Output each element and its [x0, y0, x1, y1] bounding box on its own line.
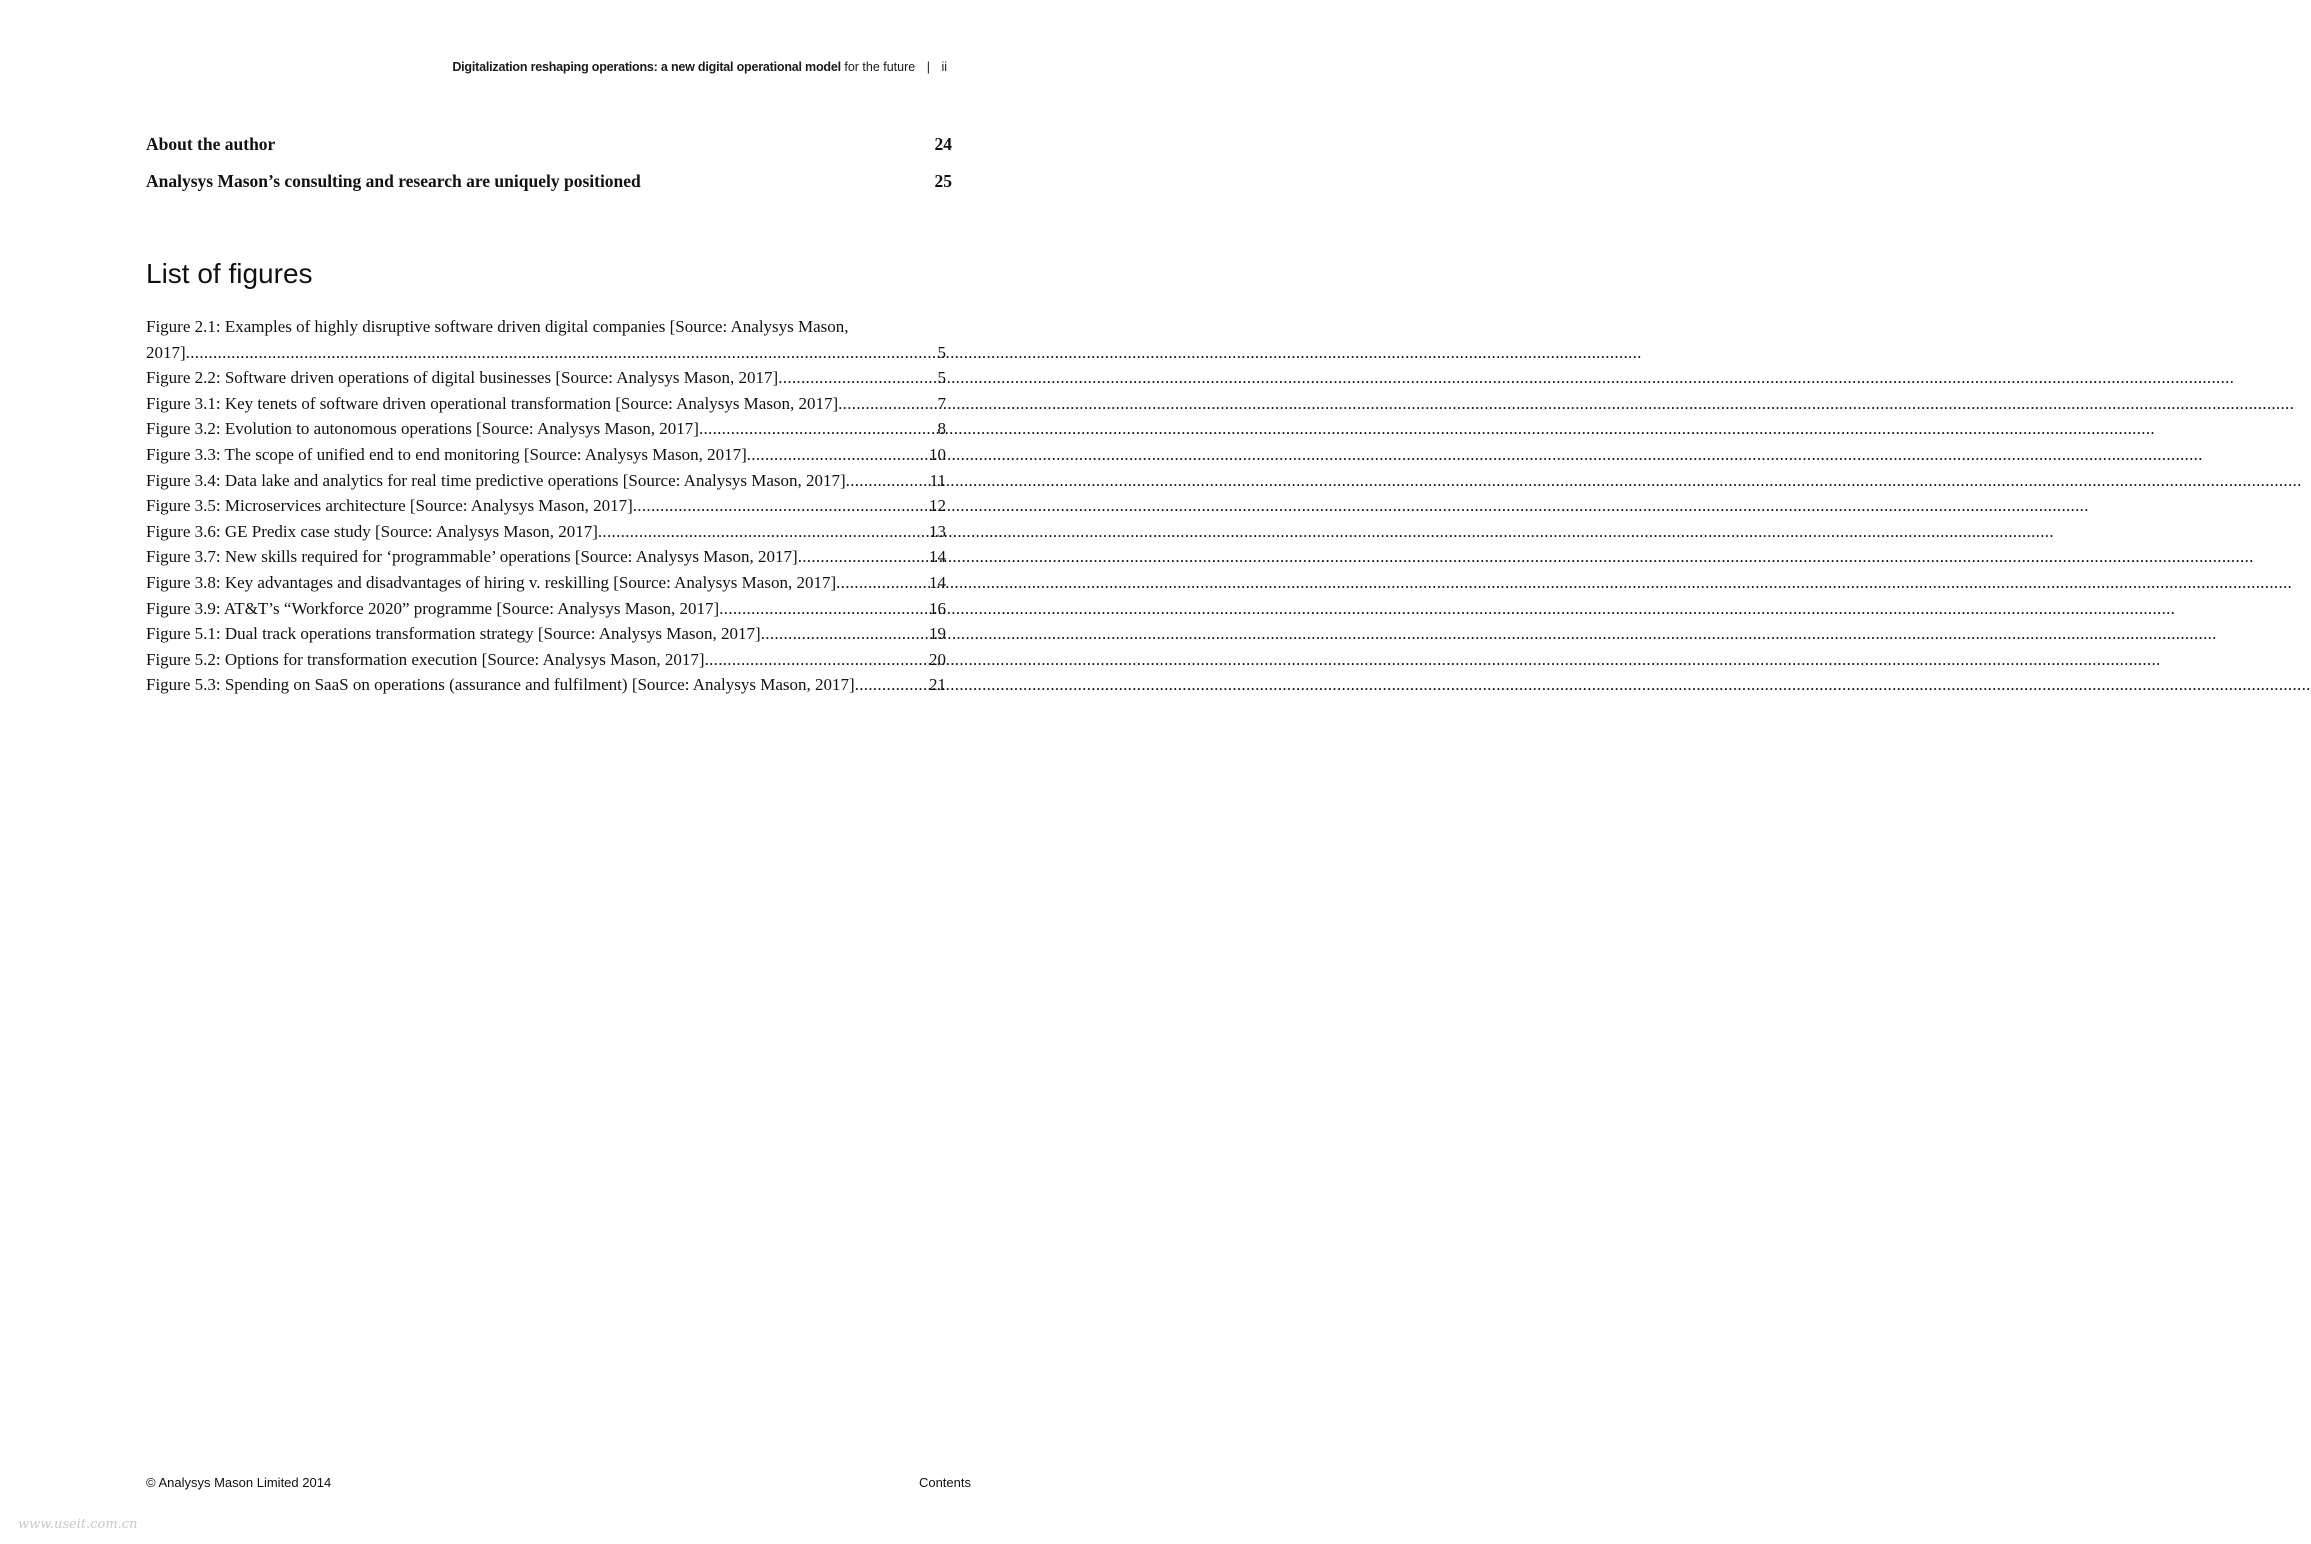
figure-entry-page: 7: [937, 393, 946, 413]
dot-leader: [846, 468, 928, 494]
figure-entry-title: Figure 3.3: The scope of unified end to end monitoring [Source: Analysys Mason, 2017]: [146, 444, 747, 464]
figure-entry[interactable]: [146, 621, 946, 647]
figure-entry-page: 8: [937, 419, 946, 439]
dot-leader: [798, 544, 927, 570]
figure-entry-title: Figure 3.4: Data lake and analytics for real time predictive operations [Source: Analysys Mason, 2017]: [146, 470, 846, 490]
dot-leader: [719, 596, 927, 622]
figure-entry-page: 13: [929, 521, 946, 541]
toc-entry-consulting-research[interactable]: [146, 169, 952, 194]
figures-list: [146, 314, 946, 698]
figure-entry-title-line1: Figure 2.1: Examples of highly disruptive software driven digital companies [Source: Analysys Mason,: [146, 317, 849, 336]
figure-entry-page: 20: [929, 649, 946, 669]
dot-leader: [838, 391, 935, 417]
header-title-bold: Digitalization reshaping operations: a new digital operational model: [452, 60, 841, 74]
figure-entry[interactable]: [146, 544, 946, 570]
footer-copyright: © Analysys Mason Limited 2014: [146, 1475, 332, 1490]
toc-entry-label: About the author: [146, 134, 276, 154]
header-page-number: ii: [941, 60, 947, 74]
figure-entry-title: Figure 2.2: Software driven operations of digital businesses [Source: Analysys Mason, 2017]: [146, 368, 779, 388]
footer-section: Contents: [918, 1475, 971, 1490]
figure-entry-title: Figure 3.9: AT&T’s “Workforce 2020” programme [Source: Analysys Mason, 2017]: [146, 598, 720, 618]
figure-entry-title: Figure 5.2: Options for transformation execution [Source: Analysys Mason, 2017]: [146, 649, 705, 669]
figure-entry-page: 14: [929, 547, 946, 567]
figure-entry-title: Figure 3.5: Microservices architecture [Source: Analysys Mason, 2017]: [146, 496, 633, 516]
figure-entry[interactable]: [146, 416, 946, 442]
dot-leader: [836, 570, 927, 596]
figure-entry-title-line2: 2017]: [146, 342, 186, 362]
table-of-contents: [146, 132, 952, 206]
toc-entry-about-author[interactable]: [146, 132, 952, 157]
figure-entry-title: Figure 3.2: Evolution to autonomous operations [Source: Analysys Mason, 2017]: [146, 419, 699, 439]
figure-entry-title: Figure 5.3: Spending on SaaS on operations (assurance and fulfilment) [Source: Analysys Mason, 2017]: [146, 675, 855, 695]
toc-entry-label: Analysys Mason’s consulting and research are uniquely positioned: [146, 171, 641, 191]
figure-entry-page: 5: [937, 342, 946, 362]
dot-leader: [699, 416, 936, 442]
figure-entry-page: 5: [937, 368, 946, 388]
dot-leader: [186, 340, 936, 366]
dot-leader: [633, 493, 927, 519]
figure-entry[interactable]: [146, 314, 946, 365]
figure-entry[interactable]: [146, 672, 946, 698]
running-footer: [146, 1475, 971, 1490]
figure-entry-title: Figure 3.7: New skills required for ‘programmable’ operations [Source: Analysys Mason, 2017]: [146, 547, 798, 567]
figure-entry-page: 12: [929, 496, 946, 516]
figure-entry[interactable]: [146, 596, 946, 622]
figure-entry[interactable]: [146, 442, 946, 468]
figure-entry-title: Figure 3.1: Key tenets of software driven operational transformation [Source: Analysys Mason, 2017]: [146, 393, 839, 413]
watermark: www.useit.com.cn: [18, 1517, 138, 1532]
list-of-figures-heading: List of figures: [146, 258, 313, 289]
figure-entry-page: 19: [929, 624, 946, 644]
figure-entry[interactable]: [146, 570, 946, 596]
dot-leader: [705, 647, 927, 673]
figure-entry-title: Figure 3.8: Key advantages and disadvantages of hiring v. reskilling [Source: Analysys Mason, 2017]: [146, 572, 837, 592]
toc-entry-page: 25: [934, 171, 952, 191]
figure-entry-page: 16: [929, 598, 946, 618]
figure-entry[interactable]: [146, 493, 946, 519]
figure-entry-page: 10: [929, 444, 946, 464]
figure-entry-page: 21: [929, 675, 946, 695]
dot-leader: [747, 442, 927, 468]
header-separator: |: [926, 60, 930, 74]
toc-entry-page: 24: [934, 134, 952, 154]
dot-leader: [761, 621, 927, 647]
figure-entry-title: Figure 3.6: GE Predix case study [Source: Analysys Mason, 2017]: [146, 521, 598, 541]
figure-entry-page: 11: [929, 470, 946, 490]
figure-entry[interactable]: [146, 647, 946, 673]
dot-leader: [855, 672, 927, 698]
figure-entry[interactable]: [146, 468, 946, 494]
dot-leader: [598, 519, 927, 545]
figure-entry[interactable]: [146, 519, 946, 545]
figure-entry-title: Figure 5.1: Dual track operations transformation strategy [Source: Analysys Mason, 2017]: [146, 624, 761, 644]
dot-leader: [778, 365, 935, 391]
running-header: [452, 60, 947, 74]
figure-entry[interactable]: [146, 391, 946, 417]
figure-entry[interactable]: [146, 365, 946, 391]
figure-entry-page: 14: [929, 572, 946, 592]
header-title-rest: for the future: [844, 60, 916, 74]
